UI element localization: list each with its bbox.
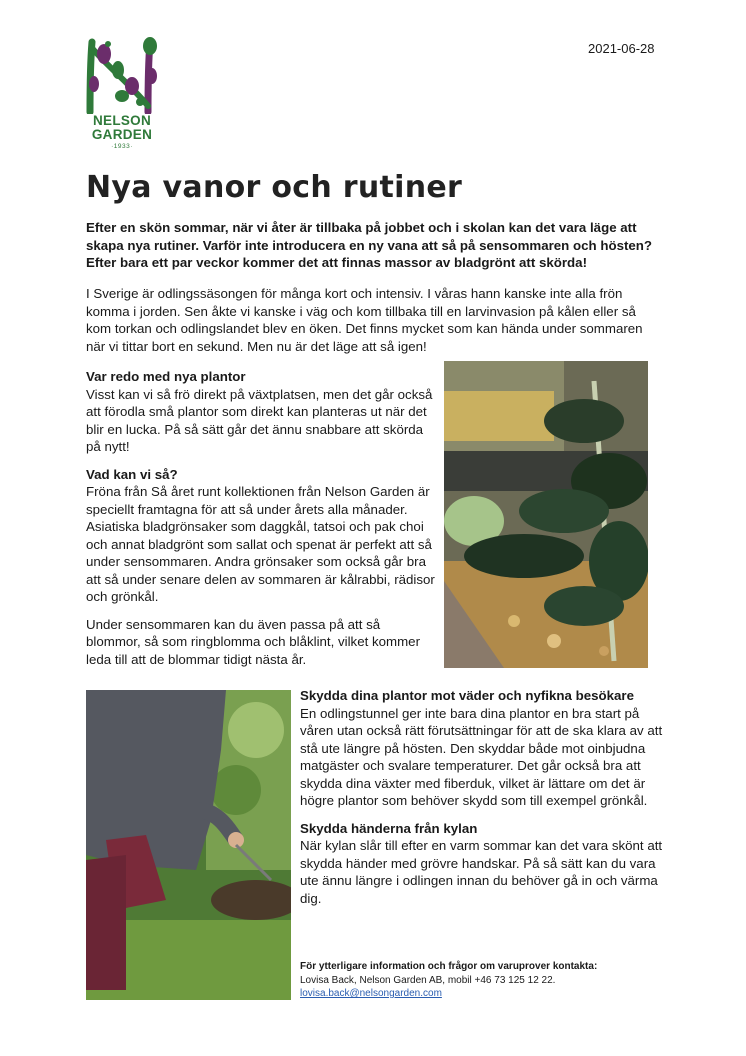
logo-brand-line2: GARDEN [91,127,153,142]
section-body-sow-flowers: Under sensommaren kan du även passa på att så blommor, så som ringblomma och blåklint, vilket kommer leda till att de blommar tidigt nästa år. [86,616,421,667]
body-paragraph: I Sverige är odlingssäsongen för många kort och intensiv. I våras hann kanske inte alla frön komma i jorden. Sen åkte vi kanske i väg och kom tillbaka till en larvinvasion på kålen eller så kom torkan och odlingslandet blev en öken. Det finns mycket som kan hända under sommaren när vi tittar bort en sekund. Men nu är det läge att så igen! [86,286,643,354]
section-heading-sow: Vad kan vi så? [86,466,178,482]
section-body-sow: Fröna från Så året runt kollektionen från Nelson Garden är speciellt framtagna för att så under årets alla månader. Asiatiska bladgrönsaker som daggkål, tatsoi och pak choi och annat bladgrönt som sallat och spenat är perfekt att så under sensommaren. Andra grönsaker som också går bra att så under senare delen av sommaren är kålrabbi, rädisor och grönkål. [86,484,435,604]
document-date: 2021-06-28 [588,41,655,56]
page-title: Nya vanor och rutiner [86,170,463,205]
contact-title: För ytterligare information och frågor om varuprover kontakta: [300,961,598,972]
kale-image-icon [444,361,648,668]
left-column [86,368,436,678]
contact-line: Lovisa Back, Nelson Garden AB, mobil +46 73 125 12 22. [300,974,556,986]
section-body-plants: Visst kan vi så frö direkt på växtplatsen, men det går också att förodla små plantor som direkt kan planteras ut när det blir en lucka. På så sätt går det ännu snabbare att skörda på nytt! [86,386,433,454]
nelson-garden-logo [82,36,162,160]
section-body-protect: En odlingstunnel ger inte bara dina plantor en bra start på våren utan också rätt förutsättningar för att de ska klara av att stå ute längre på hösten. Den skyddar både mot oinbjudna matgäster och svalare temperaturer. Det går också bra att skydda dina växter med fiberduk, vilket är lättare om det är högre plantor som behöver skydd som till exempel grönkål. [300,705,663,808]
logo-year: ·1933· [111,143,133,150]
kale-photo [444,361,648,668]
section-body-hands: När kylan slår till efter en varm sommar kan det vara skönt att skydda händer med grövre handskar. På så sätt kan du vara ute ännu längre i odlingen innan du behöver gå in och värma dig. [300,838,663,906]
intro-paragraph: Efter en skön sommar, när vi åter är tillbaka på jobbet och i skolan kan det vara läge att skapa nya rutiner. Varför inte introducera en ny vana att så på sensommaren och hösten? Efter bara ett par veckor kommer det att finnas massor av bladgrönt att skörda! [86,220,653,270]
contact-email-link[interactable]: lovisa.back@nelsongarden.com [300,988,442,999]
section-heading-hands: Skydda händerna från kylan [300,820,478,836]
section-heading-plants: Var redo med nya plantor [86,369,246,384]
logo-brand-line1: NELSON [92,113,152,128]
logo-monogram-icon [82,36,162,114]
section-heading-protect: Skydda dina plantor mot väder och nyfikna besökare [300,688,634,703]
contact-info [300,960,670,1001]
right-column [300,687,670,917]
gardener-photo [86,690,291,1000]
gardener-image-icon [86,690,291,1000]
